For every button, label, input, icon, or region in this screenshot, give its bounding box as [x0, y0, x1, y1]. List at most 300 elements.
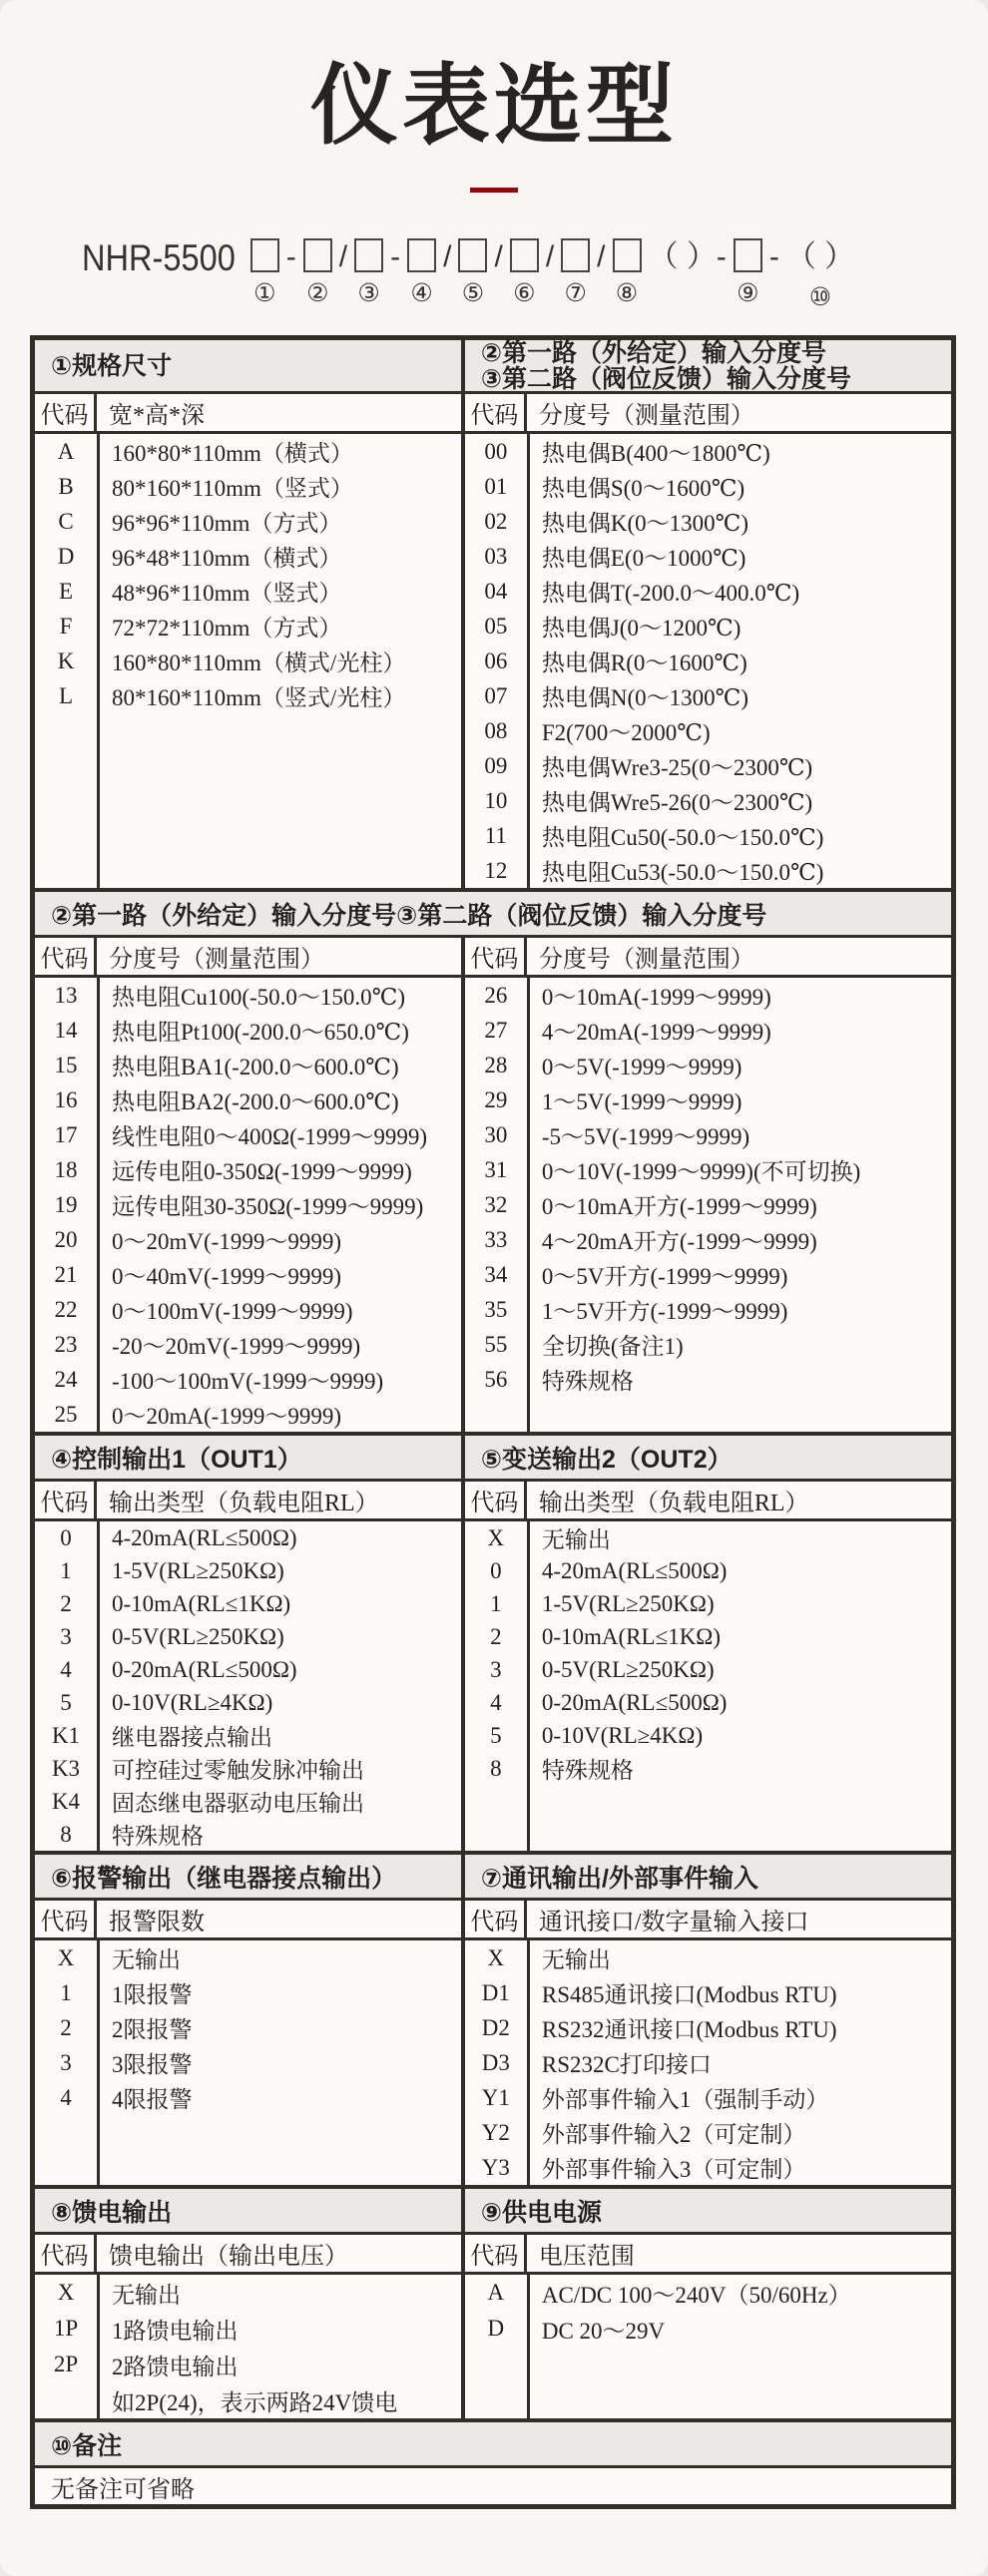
- section-feed-output: [35, 2189, 461, 2418]
- row-desc: 1～5V(-1999～9999): [541, 1089, 742, 1114]
- row-code: 11: [484, 822, 507, 848]
- row-desc: -100～100mV(-1999～9999): [112, 1369, 384, 1394]
- table-row: [465, 1048, 951, 1082]
- row-desc: 0-10mA(RL≤1KΩ): [112, 1590, 291, 1616]
- section-title: ⑩备注: [35, 2422, 951, 2468]
- row-code: 26: [484, 982, 508, 1008]
- row-desc: 0～10V(-1999～9999)(不可切换): [541, 1159, 861, 1184]
- table-rows: [35, 1521, 461, 1851]
- table-rows: [465, 434, 951, 888]
- column-header-desc: 电压范围: [538, 2244, 635, 2270]
- table-row: [465, 1257, 951, 1292]
- table-row: [465, 783, 951, 818]
- row-code: 8: [490, 1755, 502, 1781]
- row-code: 00: [484, 438, 508, 464]
- row-code: 2: [60, 1590, 72, 1616]
- model-slot: [250, 238, 279, 307]
- table-row: [35, 978, 461, 1013]
- row-code: 17: [54, 1121, 78, 1147]
- row-desc: 2限报警: [112, 2017, 193, 2042]
- row-code: 5: [490, 1722, 502, 1748]
- row-desc: 0-20mA(RL≤500Ω): [541, 1689, 728, 1715]
- input-division-right: [461, 938, 951, 1432]
- row-code: K4: [51, 1788, 81, 1814]
- column-header-desc: 宽*高*深: [109, 403, 205, 429]
- table-row: [35, 1785, 461, 1818]
- row-desc: 特殊规格: [541, 1369, 634, 1394]
- row-code: A: [57, 438, 75, 464]
- row-code: 01: [484, 473, 508, 499]
- row-code: 2: [490, 1623, 502, 1649]
- table-row: [465, 978, 951, 1013]
- section-title-text: ⑤变送输出2（OUT2）: [480, 1445, 733, 1474]
- row-desc: 96*48*110mm（横式）: [112, 546, 342, 571]
- model-code-box: [407, 238, 436, 272]
- table-row: [35, 1292, 461, 1327]
- row-desc: 0-10V(RL≥4KΩ): [541, 1722, 704, 1748]
- column-header-desc: 分度号（测量范围）: [538, 403, 754, 429]
- row-desc: 0～20mA(-1999～9999): [112, 1404, 341, 1429]
- row-desc: 96*96*110mm（方式）: [112, 511, 342, 536]
- row-code: 5: [60, 1689, 72, 1715]
- column-header-code: 代码: [35, 1901, 97, 1937]
- row-desc: 热电偶T(-200.0～400.0℃): [541, 581, 800, 606]
- row-code: 15: [54, 1052, 78, 1077]
- table-row: [35, 2275, 461, 2311]
- row-desc: 2路馈电输出: [112, 2354, 239, 2379]
- row-desc: 无输出: [112, 2282, 181, 2308]
- row-desc: 0～10mA开方(-1999～9999): [541, 1194, 817, 1219]
- row-desc: 热电阻Pt100(-200.0～650.0℃): [112, 1020, 409, 1045]
- table-row: [465, 539, 951, 574]
- model-position-number: ④: [410, 280, 433, 307]
- column-header: [465, 1901, 951, 1940]
- row-code: 28: [484, 1052, 508, 1077]
- row-desc: 继电器接点输出: [112, 1725, 272, 1750]
- section-title-text: ⑨供电电源: [480, 2198, 603, 2227]
- row-code: 1: [490, 1590, 502, 1616]
- row-code: 23: [54, 1331, 78, 1357]
- model-position-number: ⑧: [615, 280, 639, 307]
- row-desc: 固态继电器驱动电压输出: [112, 1791, 364, 1816]
- row-code: 31: [484, 1156, 508, 1182]
- model-slots: [250, 238, 854, 311]
- column-header: [35, 1901, 461, 1940]
- column-header-code: 代码: [35, 394, 97, 431]
- model-slot: [407, 238, 436, 307]
- model-separator: /: [597, 240, 606, 273]
- row-code: 18: [54, 1156, 78, 1182]
- row-desc: 无输出: [112, 1947, 181, 1972]
- row-desc: 热电偶S(0～1600℃): [541, 476, 745, 501]
- section-title: [35, 1436, 461, 1482]
- row-desc: 0-10mA(RL≤1KΩ): [541, 1623, 722, 1649]
- row-desc: -5～5V(-1999～9999): [541, 1124, 750, 1149]
- row-desc: 4～20mA开方(-1999～9999): [541, 1229, 817, 1254]
- table-row: [465, 1686, 951, 1719]
- row-code: 56: [484, 1366, 508, 1392]
- row-code: Y1: [481, 2084, 510, 2110]
- band-outputs: [35, 1432, 951, 1851]
- model-separator: /: [443, 240, 452, 273]
- table-row: [35, 1117, 461, 1152]
- table-row: [465, 1752, 951, 1785]
- row-code: 33: [484, 1226, 508, 1252]
- row-code: A: [487, 2280, 505, 2305]
- section-title: [35, 1855, 461, 1901]
- model-position-number: ⑨: [737, 280, 759, 307]
- table-row: [35, 2347, 461, 2382]
- table-rows: [35, 434, 461, 888]
- row-code: Y3: [481, 2154, 510, 2180]
- row-code: 29: [484, 1086, 508, 1112]
- table-row: [35, 1653, 461, 1686]
- row-code: 13: [54, 982, 78, 1008]
- table-row: [465, 1187, 951, 1222]
- model-separator: /: [494, 240, 503, 273]
- table-row: [465, 469, 951, 504]
- table-row: [35, 1013, 461, 1048]
- table-row: [465, 1975, 951, 2010]
- model-position-number: ①: [253, 280, 276, 307]
- table-row: [465, 574, 951, 609]
- row-desc: 远传电阻0-350Ω(-1999～9999): [112, 1159, 412, 1184]
- row-desc: 热电阻BA1(-200.0～600.0℃): [112, 1055, 399, 1079]
- row-code: 32: [484, 1191, 508, 1217]
- row-desc: -20～20mV(-1999～9999): [112, 1334, 361, 1359]
- section-title: [465, 1855, 951, 1901]
- table-row: [465, 818, 951, 853]
- table-row: [465, 1940, 951, 1975]
- row-code: 20: [54, 1226, 78, 1252]
- model-separator: -: [768, 240, 779, 273]
- row-code: 08: [484, 717, 508, 743]
- table-row: [465, 2150, 951, 2185]
- row-desc: 热电偶Wre5-26(0～2300℃): [541, 790, 813, 815]
- row-code: D: [57, 543, 75, 569]
- model-code-line: [82, 238, 988, 311]
- row-code: X: [487, 1944, 505, 1970]
- row-desc: 热电偶N(0～1300℃): [541, 685, 749, 710]
- row-desc: 160*80*110mm（横式/光柱）: [112, 650, 406, 675]
- table-row: [35, 678, 461, 713]
- column-header: [465, 2235, 951, 2275]
- model-slot: [561, 238, 590, 307]
- row-desc: 3限报警: [112, 2052, 193, 2077]
- table-row: [35, 1975, 461, 2010]
- band-spec-and-input: [35, 340, 951, 888]
- row-code: 12: [484, 857, 508, 883]
- row-code: 35: [484, 1296, 508, 1322]
- row-desc: 外部事件输入2（可定制）: [541, 2122, 806, 2147]
- section-title: [465, 2189, 951, 2235]
- column-header: [35, 1482, 461, 1521]
- row-desc: 0～100mV(-1999～9999): [112, 1299, 353, 1324]
- column-header-code: 代码: [465, 394, 527, 431]
- table-row: [35, 574, 461, 609]
- table-row: [465, 1554, 951, 1587]
- table-row: [465, 748, 951, 783]
- row-desc: 80*160*110mm（竖式/光柱）: [112, 685, 406, 710]
- table-row: [465, 1117, 951, 1152]
- row-code: F: [59, 613, 73, 639]
- row-desc: 0-20mA(RL≤500Ω): [112, 1656, 297, 1682]
- table-row: [35, 1686, 461, 1719]
- table-row: [35, 2010, 461, 2045]
- model-separator: -: [285, 240, 296, 273]
- table-row: [465, 2010, 951, 2045]
- table-row: [465, 1362, 951, 1397]
- column-header: [465, 394, 951, 434]
- row-code: X: [57, 1944, 75, 1970]
- row-code: 09: [484, 752, 508, 778]
- section-title: [465, 1436, 951, 1482]
- row-desc: 线性电阻0～400Ω(-1999～9999): [112, 1124, 428, 1149]
- row-desc: 特殊规格: [112, 1824, 204, 1849]
- table-rows: [35, 1940, 461, 2185]
- column-header: [465, 938, 951, 978]
- table-row: [35, 1257, 461, 1292]
- row-code: 22: [54, 1296, 78, 1322]
- table-row: [465, 1082, 951, 1117]
- column-header-desc: 馈电输出（输出电压）: [109, 2244, 348, 2270]
- table-rows: [465, 1940, 951, 2185]
- input-division-left: [35, 938, 461, 1432]
- column-header: [35, 938, 461, 978]
- row-code: 1: [60, 1979, 72, 2005]
- model-slot: [354, 238, 383, 307]
- remark-note: 无备注可省略: [51, 2476, 195, 2503]
- table-rows: [465, 1521, 951, 1851]
- row-desc: RS232C打印接口: [541, 2052, 712, 2077]
- section-control-output1: [35, 1436, 461, 1851]
- row-code: 03: [484, 543, 508, 569]
- row-desc: 0～5V开方(-1999～9999): [541, 1264, 788, 1289]
- section-transmit-output2: [461, 1436, 951, 1851]
- section-communication: [461, 1855, 951, 2185]
- row-code: 06: [484, 647, 508, 673]
- section-alarm-output: [35, 1855, 461, 2185]
- column-header-code: 代码: [465, 938, 527, 975]
- row-code: D2: [481, 2014, 510, 2040]
- row-code: 3: [60, 2049, 72, 2075]
- model-position-number: ⑩: [808, 284, 832, 311]
- model-prefix: NHR-5500: [82, 237, 236, 278]
- row-desc: 0～20mV(-1999～9999): [112, 1229, 341, 1254]
- row-desc: 0-10V(RL≥4KΩ): [112, 1689, 273, 1715]
- row-code: 4: [60, 2084, 72, 2110]
- row-desc: 热电偶R(0～1600℃): [541, 650, 747, 675]
- section-title-text: ④控制输出1（OUT1）: [51, 1445, 302, 1474]
- column-header-code: 代码: [35, 1482, 97, 1518]
- row-desc: 特殊规格: [541, 1758, 634, 1783]
- row-code: 24: [54, 1366, 78, 1392]
- section-input-division: [461, 340, 951, 888]
- table-row: [35, 1082, 461, 1117]
- table-row: [465, 1620, 951, 1653]
- row-code: 34: [484, 1261, 508, 1287]
- row-desc: 0-5V(RL≥250KΩ): [541, 1656, 715, 1682]
- table-rows: [465, 978, 951, 1432]
- row-desc: 热电偶J(0～1200℃): [541, 616, 741, 641]
- table-row: [35, 1048, 461, 1082]
- row-code: 04: [484, 578, 508, 604]
- table-row: [35, 2080, 461, 2115]
- band-alarm-comm: [35, 1851, 951, 2185]
- row-desc: 0-5V(RL≥250KΩ): [112, 1623, 284, 1649]
- section-power-supply: [461, 2189, 951, 2418]
- table-row: [465, 1587, 951, 1620]
- table-row: [35, 469, 461, 504]
- row-code: B: [58, 473, 74, 499]
- row-desc: 可控硅过零触发脉冲输出: [112, 1758, 364, 1783]
- column-header-desc: 分度号（测量范围）: [538, 947, 754, 973]
- table-row: [465, 1327, 951, 1362]
- model-position-number: ⑥: [513, 280, 536, 307]
- band-input-division-cont: [35, 888, 951, 1432]
- table-row: [35, 1521, 461, 1554]
- row-desc: F2(700～2000℃): [541, 720, 711, 745]
- row-desc: 无输出: [541, 1527, 611, 1552]
- table-row: [35, 1620, 461, 1653]
- table-row: [465, 2045, 951, 2080]
- model-parentheses: （ ）: [785, 240, 855, 273]
- row-code: E: [58, 578, 74, 604]
- table-row: [35, 1187, 461, 1222]
- row-code: 16: [54, 1086, 78, 1112]
- row-desc: 全切换(备注1): [541, 1334, 684, 1359]
- row-desc: 如2P(24)，表示两路24V馈电: [112, 2389, 398, 2415]
- column-header: [35, 394, 461, 434]
- model-code-box: [734, 238, 762, 272]
- table-row: [35, 539, 461, 574]
- table-row: [35, 1940, 461, 1975]
- row-desc: 热电偶Wre3-25(0～2300℃): [541, 755, 813, 780]
- column-header-code: 代码: [465, 1901, 527, 1937]
- row-desc: 热电偶K(0～1300℃): [541, 511, 749, 536]
- table-row: [465, 2080, 951, 2115]
- section-title-text: ⑧馈电输出: [51, 2198, 173, 2227]
- model-slot: [613, 238, 642, 307]
- table-row: [35, 1752, 461, 1785]
- row-code: 05: [484, 613, 508, 639]
- table-row: [465, 2115, 951, 2150]
- model-separator: /: [545, 240, 555, 273]
- table-row: [465, 1719, 951, 1752]
- row-desc: 4限报警: [112, 2087, 193, 2112]
- row-desc: 1-5V(RL≥250KΩ): [541, 1590, 715, 1616]
- band-feed-power: [35, 2185, 951, 2418]
- row-desc: 4-20mA(RL≤500Ω): [112, 1524, 297, 1550]
- section-title-text: ⑥报警输出（继电器接点输出）: [51, 1864, 397, 1893]
- selection-table: [30, 335, 956, 2509]
- table-row: [465, 644, 951, 678]
- table-row: [35, 644, 461, 678]
- row-desc: RS232通讯接口(Modbus RTU): [541, 2017, 837, 2042]
- table-row: [35, 434, 461, 469]
- model-position-number: ③: [357, 280, 380, 307]
- row-code: X: [487, 1524, 505, 1550]
- row-code: 4: [60, 1656, 72, 1682]
- table-row: [465, 504, 951, 539]
- section-title: [35, 340, 461, 394]
- page-title: 仪表选型: [309, 56, 678, 155]
- row-desc: 0～5V(-1999～9999): [541, 1055, 742, 1079]
- row-desc: 72*72*110mm（方式）: [112, 616, 342, 641]
- table-row: [35, 1719, 461, 1752]
- table-row: [35, 1152, 461, 1187]
- row-desc: 无输出: [541, 1947, 611, 1972]
- row-desc: 远传电阻30-350Ω(-1999～9999): [112, 1194, 424, 1219]
- row-code: 10: [484, 787, 508, 813]
- row-code: 2P: [53, 2352, 79, 2376]
- table-rows: [35, 2275, 461, 2418]
- table-row: [35, 1554, 461, 1587]
- model-separator: （ ）-: [648, 240, 727, 273]
- row-code: 14: [54, 1017, 78, 1043]
- row-code: X: [57, 2280, 75, 2305]
- row-code: 4: [490, 1689, 502, 1715]
- row-code: L: [58, 682, 74, 708]
- row-desc: 1～5V开方(-1999～9999): [541, 1299, 788, 1324]
- table-row: [35, 1587, 461, 1620]
- model-code-box: [561, 238, 590, 272]
- section-title-text: ⑦通讯输出/外部事件输入: [480, 1864, 758, 1893]
- row-code: Y2: [481, 2119, 510, 2145]
- row-code: 0: [60, 1524, 72, 1550]
- model-slot: [510, 238, 539, 307]
- row-desc: 0～10mA(-1999～9999): [541, 985, 771, 1010]
- row-code: 30: [484, 1121, 508, 1147]
- column-header-desc: 报警限数: [109, 1910, 205, 1935]
- row-code: 02: [484, 508, 508, 534]
- row-code: D3: [481, 2049, 510, 2075]
- table-row: [35, 1327, 461, 1362]
- accent-dash: [470, 188, 518, 193]
- row-desc: AC/DC 100～240V（50/60Hz）: [541, 2282, 851, 2308]
- table-row: [35, 2311, 461, 2347]
- table-row: [35, 1362, 461, 1397]
- column-header-code: 代码: [35, 2235, 97, 2272]
- row-code: 27: [484, 1017, 508, 1043]
- row-desc: 热电偶E(0～1000℃): [541, 546, 746, 571]
- table-row: [465, 2275, 951, 2311]
- model-position-number: ⑦: [564, 280, 587, 307]
- table-row: [35, 609, 461, 644]
- table-row: [465, 1292, 951, 1327]
- table-rows: [465, 2275, 951, 2418]
- model-separator: /: [338, 240, 348, 273]
- table-row: [465, 609, 951, 644]
- table-row: [465, 1013, 951, 1048]
- column-header-code: 代码: [465, 2235, 527, 2272]
- row-desc: 外部事件输入3（可定制）: [541, 2157, 806, 2182]
- row-code: C: [58, 508, 74, 534]
- column-header-code: 代码: [465, 1482, 527, 1518]
- table-row: [465, 2311, 951, 2347]
- table-row: [465, 434, 951, 469]
- row-desc: RS485通讯接口(Modbus RTU): [541, 1982, 837, 2007]
- row-desc: 4～20mA(-1999～9999): [541, 1020, 771, 1045]
- row-desc: 外部事件输入1（强制手动）: [541, 2087, 829, 2112]
- table-row: [35, 504, 461, 539]
- table-row: [465, 1152, 951, 1187]
- row-code: 25: [54, 1401, 78, 1427]
- row-desc: 80*160*110mm（竖式）: [112, 476, 353, 501]
- row-desc: 热电阻Cu100(-50.0～150.0℃): [112, 985, 406, 1010]
- row-desc: 热电偶B(400～1800℃): [541, 441, 770, 466]
- row-code: 8: [60, 1821, 72, 1847]
